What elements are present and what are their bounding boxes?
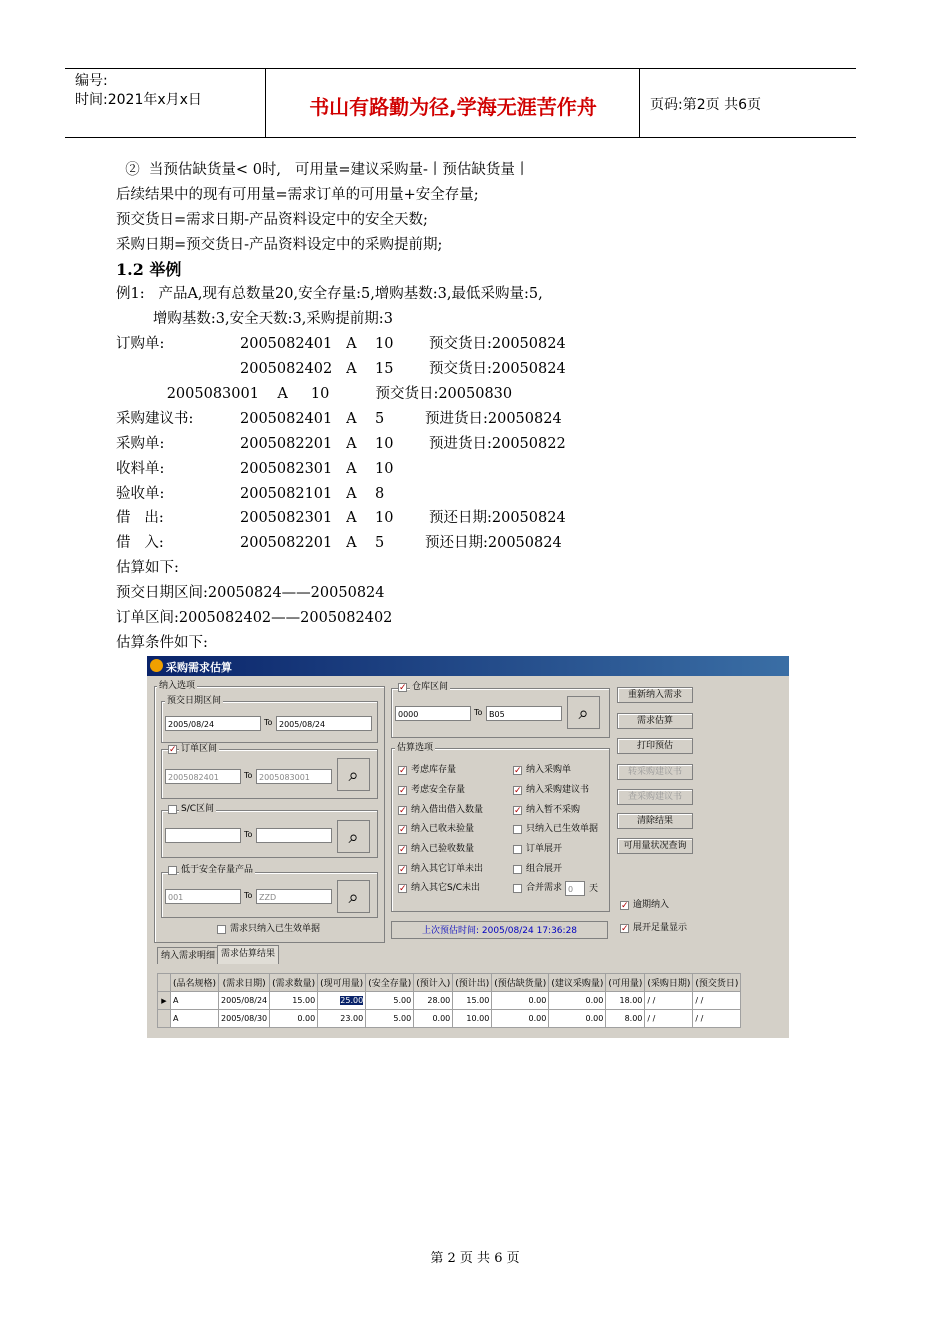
to-label: To [244,830,253,839]
reload-demand-button[interactable]: 重新纳入需求 [617,687,693,703]
text-line: 后续结果中的现有可用量=需求订单的可用量+安全存量; [116,186,479,203]
column-header[interactable]: (预估缺货量) [492,974,549,992]
only-valid-checkbox[interactable] [217,925,226,934]
column-header[interactable]: (现可用量) [318,974,366,992]
option-label: 订单展开 [526,844,563,854]
row-label: 采购建议书: [116,410,194,427]
page-footer: 第 2 页 共 6 页 [430,1251,520,1266]
table-cell[interactable]: 0.00 [270,1010,318,1028]
row-label: 借 出: [116,510,164,527]
warehouse-to-input[interactable]: B05 [486,706,562,721]
option-checkbox[interactable]: ✓ [399,825,407,835]
estimate-button[interactable]: 需求估算 [617,713,693,729]
option-checkbox[interactable] [513,865,522,874]
row-doc: 2005082201 A 10 [240,435,394,452]
document-body [116,158,566,656]
order-range-checkbox[interactable]: ✓ [169,745,177,755]
table-cell[interactable]: / / [645,1010,693,1028]
table-cell[interactable]: / / [645,992,693,1010]
binoculars-icon[interactable]: ⌕ [337,758,370,791]
row-indicator [158,1010,171,1028]
option-checkbox[interactable]: ✓ [514,766,522,776]
to-suggestion-button[interactable]: 转采购建议书 [617,764,693,780]
selected-value[interactable]: 25.00 [340,996,364,1005]
date-from-input[interactable]: 2005/08/24 [165,716,261,731]
sc-from-input[interactable] [165,828,241,843]
date-group-label: 预交日期区间 [167,696,222,706]
option-label: 纳入暂不采购 [526,805,581,815]
option-checkbox[interactable] [513,845,522,854]
table-cell[interactable]: 8.00 [606,1010,645,1028]
low-stock-label: 低于安全存量产品 [181,865,254,875]
text-line: 估算条件如下: [116,634,208,651]
date-to-input[interactable]: 2005/08/24 [276,716,372,731]
row-extra: 预进货日:20050824 [425,410,562,427]
row-indicator-header [158,974,171,992]
text-line: 估算如下: [116,560,179,577]
option-label: 纳入借出借入数量 [411,805,484,815]
table-cell[interactable]: 0.00 [549,1010,606,1028]
divider [265,69,266,137]
option-checkbox[interactable]: ✓ [399,786,407,796]
column-header[interactable]: (预计出) [453,974,492,992]
merge-days-input[interactable]: 0 [565,881,585,896]
column-header[interactable]: (品名规格) [171,974,219,992]
only-valid-label: 需求只纳入已生效单据 [230,924,321,934]
app-icon [150,659,163,672]
row-extra: 预交货日:20050824 [429,361,566,378]
option-checkbox[interactable]: ✓ [399,884,407,894]
warehouse-from-input[interactable]: 0000 [395,706,471,721]
binoculars-icon[interactable]: ⌕ [337,820,370,853]
current-row-icon: ▶ [158,992,171,1010]
window-title: 采购需求估算 [166,661,232,674]
section-heading: 1.2 举例 [116,259,182,279]
order-group-label: 订单区间 [181,744,218,754]
page-label: 页码:第2页 共6页 [650,97,761,113]
page-header [65,68,856,138]
column-header[interactable]: (预交货日) [693,974,741,992]
table-cell[interactable]: 15.00 [270,992,318,1010]
option-checkbox[interactable]: ✓ [399,845,407,855]
table-cell[interactable]: / / [693,1010,741,1028]
option-checkbox[interactable]: ✓ [399,865,407,875]
table-cell[interactable]: 15.00 [453,992,492,1010]
row-label: 验收单: [116,485,165,502]
to-label: To [474,708,483,717]
print-button[interactable]: 打印预估 [617,738,693,754]
days-unit: 天 [589,884,599,894]
column-header[interactable]: (采购日期) [645,974,693,992]
option-label: 合并需求 [526,883,563,893]
table-cell[interactable]: 23.00 [318,1010,366,1028]
row-doc: 2005082301 A 10 [240,510,394,527]
warehouse-label: 仓库区间 [412,682,449,692]
to-label: To [264,718,273,727]
expand-label: 展开足量显示 [633,923,688,933]
row-label: 借 入: [116,535,164,552]
option-label: 只纳入已生效单据 [526,824,599,834]
option-label: 纳入已验收数量 [411,844,475,854]
row-extra: 预交货日:20050824 [429,336,566,353]
divider [639,69,640,137]
text-line: 预交日期区间:20050824——20050824 [116,585,385,602]
row-extra: 预还日期:20050824 [429,510,566,527]
option-checkbox[interactable] [513,825,522,834]
order-from-input[interactable]: 2005082401 [165,769,241,784]
table-cell[interactable]: 0.00 [414,1010,453,1028]
low-from-input[interactable]: 001 [165,889,241,904]
row-doc: 2005082301 A 10 [240,460,394,477]
table-cell[interactable]: 0.00 [492,992,549,1010]
option-checkbox[interactable]: ✓ [514,806,522,816]
example-line: 例1: 产品A,现有总数量20,安全存量:5,增购基数:3,最低采购量:5, [116,286,543,303]
table-cell[interactable]: 5.00 [366,992,414,1010]
table-cell[interactable]: / / [693,992,741,1010]
overdue-checkbox[interactable]: ✓ [621,901,629,911]
column-header[interactable]: (预计入) [414,974,453,992]
row-doc: 2005082201 A 5 [240,535,385,552]
row-extra: 预进货日:20050822 [429,435,566,452]
sc-group-label: S/C区间 [181,804,215,814]
row-doc: 2005082402 A 15 [240,361,394,378]
row-label: 收料单: [116,460,165,477]
table-cell[interactable]: 0.00 [492,1010,549,1028]
rule-line: ② 当预估缺货量< 0时, 可用量=建议采购量-丨预估缺货量丨 [116,162,530,178]
row-label: 订购单: [116,336,165,353]
option-label: 纳入其它订单未出 [411,864,484,874]
estimate-group-label: 估算选项 [397,743,434,753]
option-checkbox[interactable]: ✓ [399,766,407,776]
warehouse-checkbox[interactable]: ✓ [399,683,407,693]
text-line: 采购日期=预交货日-产品资料设定中的采购提前期; [116,236,443,253]
option-label: 组合展开 [526,864,563,874]
column-header[interactable]: (可用量) [606,974,645,992]
row-extra: 预还日期:20050824 [425,535,562,552]
table-cell[interactable]: A [171,992,219,1010]
table-cell[interactable] [318,992,366,1010]
option-label: 纳入采购单 [526,765,572,775]
option-label: 纳入已收未验量 [411,824,475,834]
column-header[interactable]: (需求数量) [270,974,318,992]
table-cell[interactable]: 5.00 [366,1010,414,1028]
table-cell[interactable]: 18.00 [606,992,645,1010]
number-label: 编号: [75,73,108,89]
example-line: 增购基数:3,安全天数:3,采购提前期:3 [116,311,393,328]
order-line: 2005083001 A 10 预交货日:20050830 [116,386,513,403]
estimate-window [147,656,789,1038]
binoculars-icon[interactable]: ⌕ [567,696,600,729]
expand-checkbox[interactable]: ✓ [621,924,629,934]
table-cell[interactable]: 0.00 [549,992,606,1010]
table-cell[interactable]: 2005/08/24 [219,992,270,1010]
text-line: 订单区间:2005082402——2005082402 [116,610,393,627]
table-cell[interactable]: 2005/08/30 [219,1010,270,1028]
sc-range-checkbox[interactable] [168,805,177,814]
table-row[interactable] [158,992,741,1010]
last-run-time: 上次预估时间: 2005/08/24 17:36:28 [391,921,608,939]
low-to-input[interactable]: ZZD [256,889,332,904]
header-motto: 书山有路勤为径,学海无涯苦作舟 [309,95,597,119]
option-checkbox[interactable]: ✓ [514,786,522,796]
column-header[interactable]: (需求日期) [219,974,270,992]
option-checkbox[interactable]: ✓ [399,806,407,816]
sc-to-input[interactable] [256,828,332,843]
column-header[interactable]: (建议采购量) [549,974,606,992]
row-label: 采购单: [116,435,165,452]
result-grid [157,973,789,1028]
header-left [75,72,202,110]
row-doc: 2005082401 A 10 [240,336,394,353]
option-label: 考虑安全存量 [411,785,466,795]
option-label: 纳入采购建议书 [526,785,590,795]
option-label: 考虑库存量 [411,765,457,775]
option-checkbox[interactable] [513,884,522,893]
availability-query-button[interactable]: 可用量状况查询 [617,838,693,854]
to-label: To [244,891,253,900]
table-cell[interactable]: 10.00 [453,1010,492,1028]
clear-result-button[interactable]: 清除结果 [617,813,693,829]
row-doc: 2005082101 A 8 [240,485,385,502]
time-label: 时间:2021年x月x日 [75,92,202,108]
to-label: To [244,771,253,780]
tab-include-detail[interactable]: 纳入需求明细 [157,947,219,964]
table-cell[interactable]: A [171,1010,219,1028]
column-header[interactable]: (安全存量) [366,974,414,992]
text-line: 预交货日=需求日期-产品资料设定中的安全天数; [116,211,428,228]
option-label: 纳入其它S/C未出 [411,883,481,893]
order-to-input[interactable]: 2005083001 [256,769,332,784]
title-bar [147,656,789,676]
low-stock-checkbox[interactable] [168,866,177,875]
binoculars-icon[interactable]: ⌕ [337,880,370,913]
tab-estimate-result[interactable]: 需求估算结果 [217,945,279,964]
table-cell[interactable]: 28.00 [414,992,453,1010]
row-doc: 2005082401 A 5 [240,410,385,427]
include-group-label: 纳入选项 [159,681,196,691]
view-suggestion-button[interactable]: 查采购建议书 [617,789,693,805]
overdue-label: 逾期纳入 [633,900,670,910]
table-row[interactable] [158,1010,741,1028]
